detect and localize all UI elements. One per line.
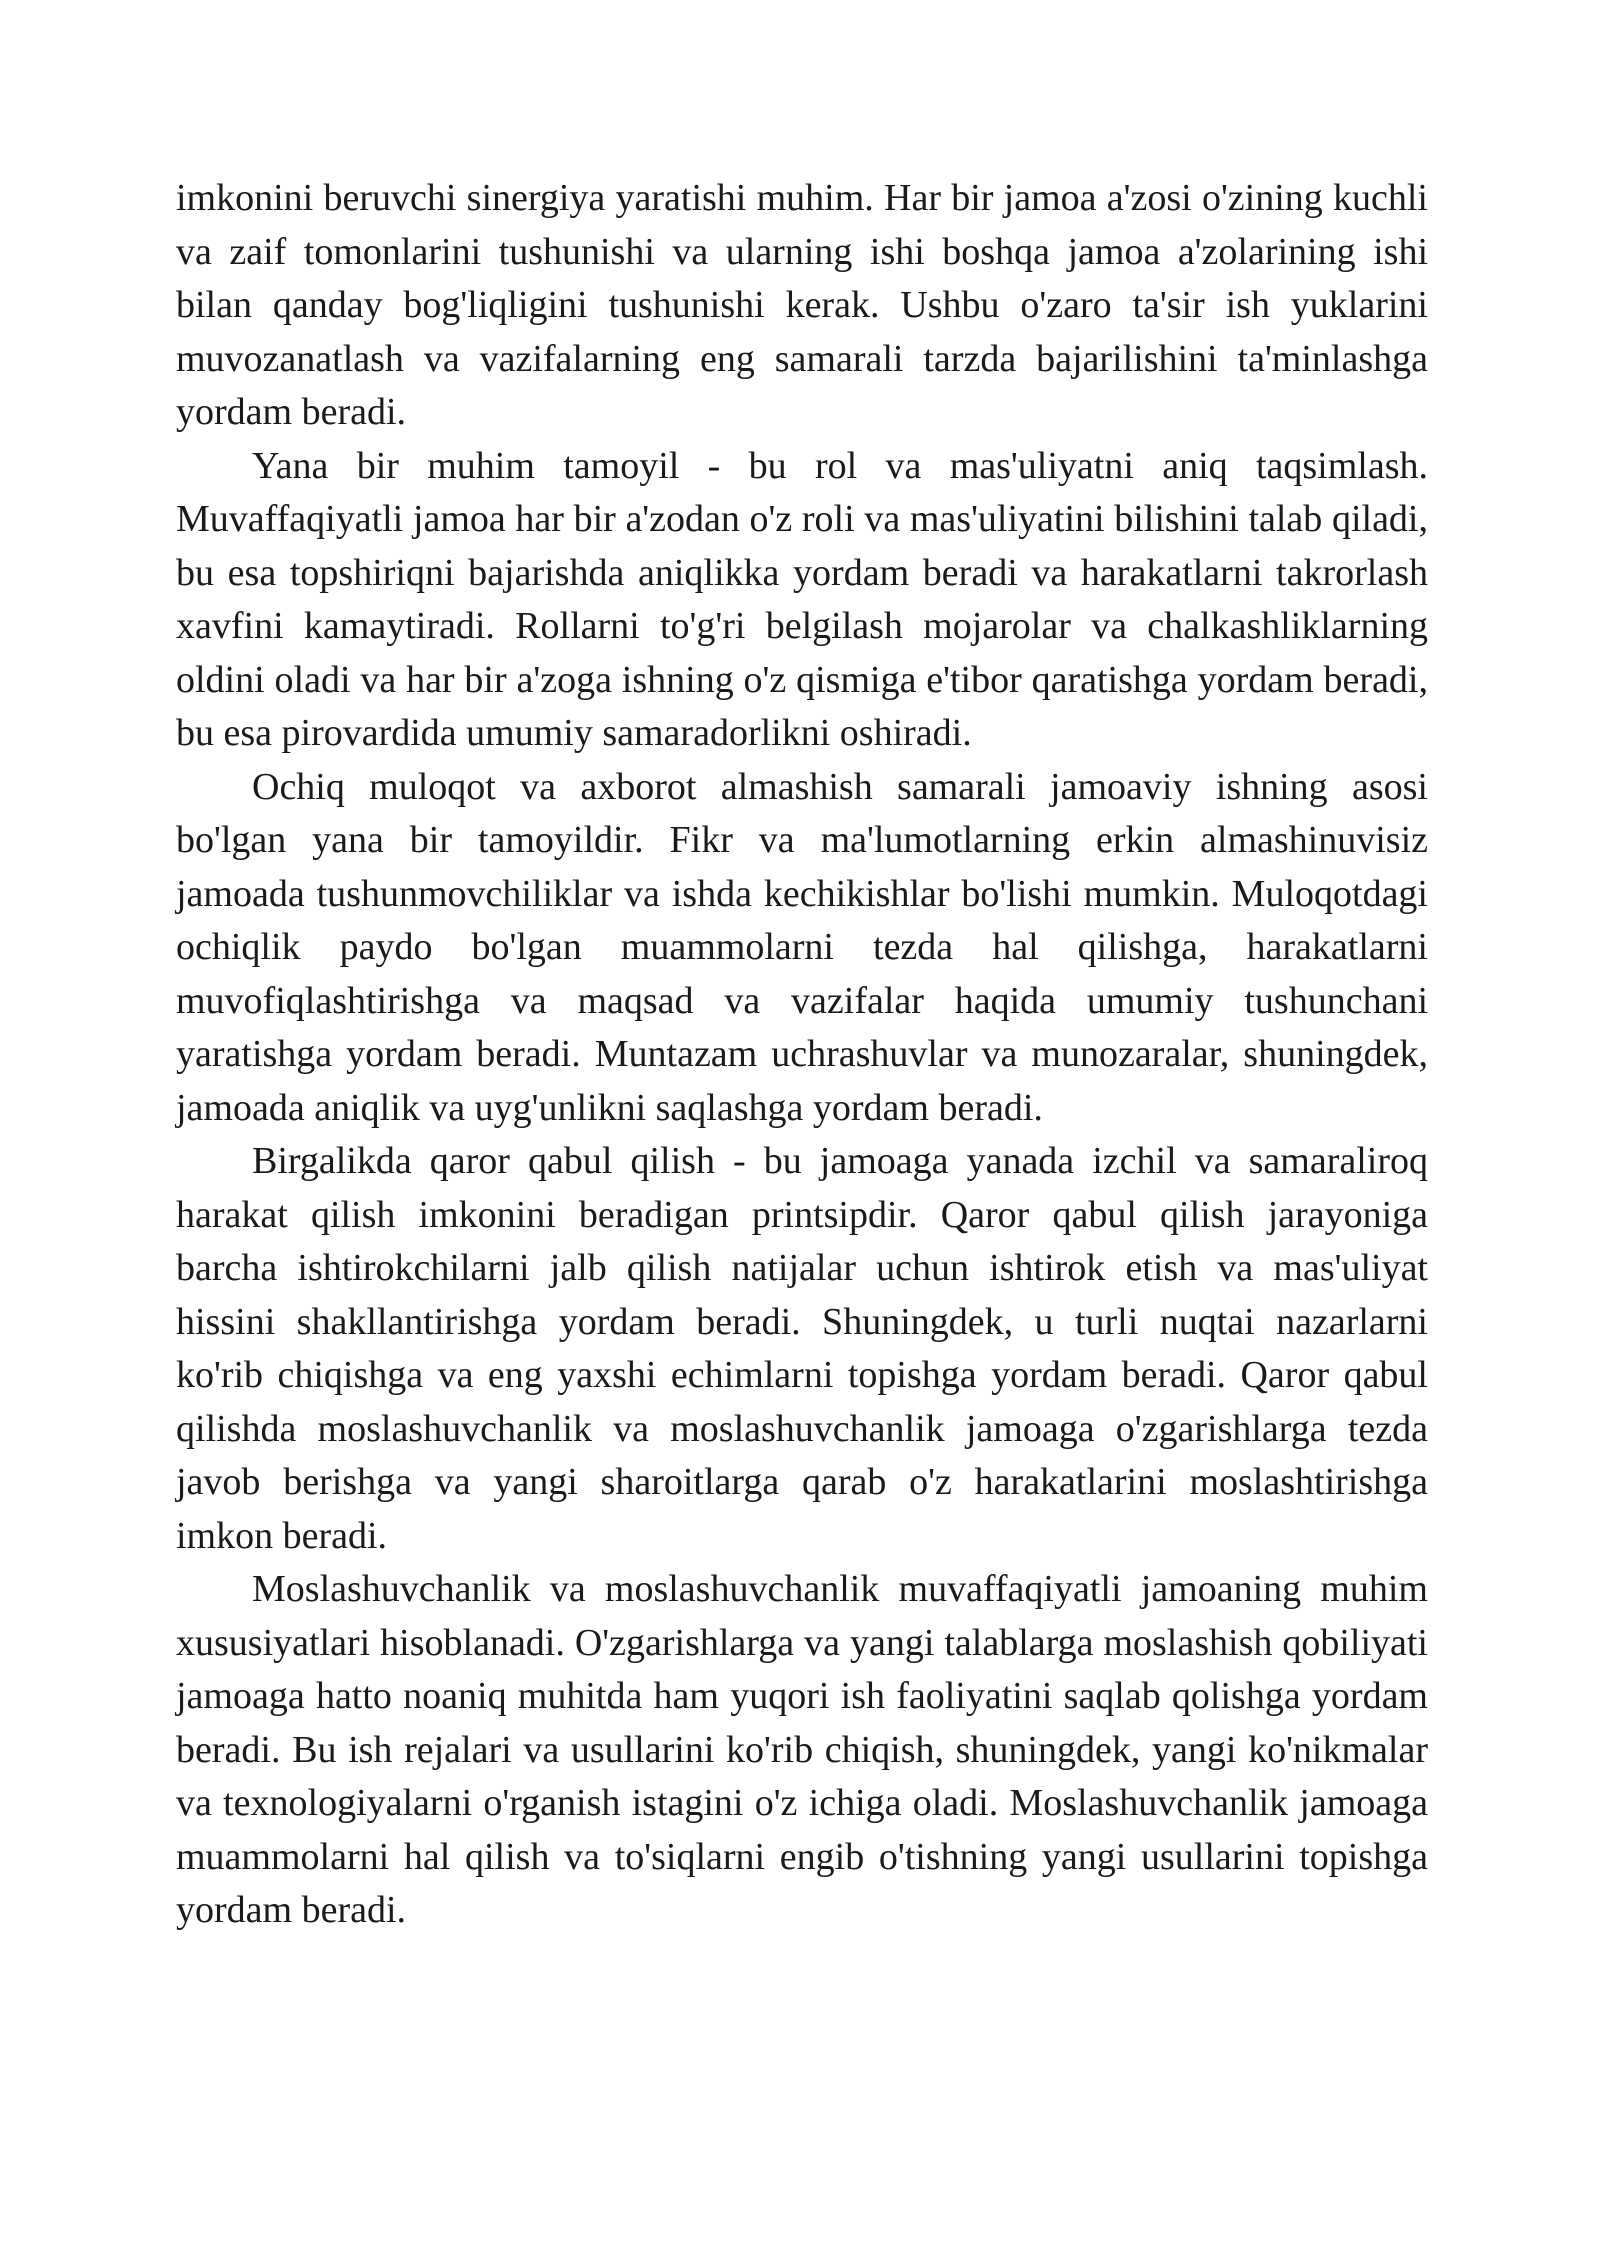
paragraph-4: Birgalikda qaror qabul qilish - bu jamoaga yanada izchil va samaraliroq harakat qilish imkonini beradigan printsipdir. Qaror qabul qilish jarayoniga barcha ishtirokchilarni jalb qilish natijalar uchun ishtirok etish va mas'uliyat hissini shakllantirishga yordam beradi. Shuningdek, u turli nuqtai nazarlarni ko'rib chiqishga va eng yaxshi echimlarni topishga yordam beradi. Qaror qabul qilishda moslashuvchanlik va moslashuvchanlik jamoaga o'zgarishlarga tezda javob berishga va yangi sharoitlarga qarab o'z harakatlarini moslashtirishga imkon beradi. (176, 1140, 1428, 1557)
paragraph-5: Moslashuvchanlik va moslashuvchanlik muvaffaqiyatli jamoaning muhim xususiyatlari hisoblanadi. O'zgarishlarga va yangi talablarga moslashish qobiliyati jamoaga hatto noaniq muhitda ham yuqori ish faoliyatini saqlab qolishga yordam beradi. Bu ish rejalari va usullarini ko'rib chiqish, shuningdek, yangi ko'nikmalar va texnologiyalarni o'rganish istagini o'z ichiga oladi. Moslashuvchanlik jamoaga muammolarni hal qilish va to'siqlarni engib o'tishning yangi usullarini topishga yordam beradi. (176, 1568, 1428, 1931)
paragraph-3: Ochiq muloqot va axborot almashish samarali jamoaviy ishning asosi bo'lgan yana bir tamoyildir. Fikr va ma'lumotlarning erkin almashinuvisiz jamoada tushunmovchiliklar va ishda kechikishlar bo'lishi mumkin. Muloqotdagi ochiqlik paydo bo'lgan muammolarni tezda hal qilishga, harakatlarni muvofiqlashtirishga va maqsad va vazifalar haqida umumiy tushunchani yaratishga yordam beradi. Muntazam uchrashuvlar va munozaralar, shuningdek, jamoada aniqlik va uyg'unlikni saqlashga yordam beradi. (176, 765, 1428, 1129)
paragraph-1: imkonini beruvchi sinergiya yaratishi muhim. Har bir jamoa a'zosi o'zining kuchli va zaif tomonlarini tushunishi va ularning ishi boshqa jamoa a'zolarining ishi bilan qanday bog'liqligini tushunishi kerak. Ushbu o'zaro ta'sir ish yuklarini muvozanatlash va vazifalarning eng samarali tarzda bajarilishini ta'minlashga yordam beradi. (176, 177, 1428, 433)
document-body (176, 172, 1428, 1938)
paragraph-2: Yana bir muhim tamoyil - bu rol va mas'uliyatni aniq taqsimlash. Muvaffaqiyatli jamoa har bir a'zodan o'z roli va mas'uliyatini bilishini talab qiladi, bu esa topshiriqni bajarishda aniqlikka yordam beradi va harakatlarni takrorlash xavfini kamaytiradi. Rollarni to'g'ri belgilash mojarolar va chalkashliklarning oldini oladi va har bir a'zoga ishning o'z qismiga e'tibor qaratishga yordam beradi, bu esa pirovardida umumiy samaradorlikni oshiradi. (176, 444, 1428, 754)
